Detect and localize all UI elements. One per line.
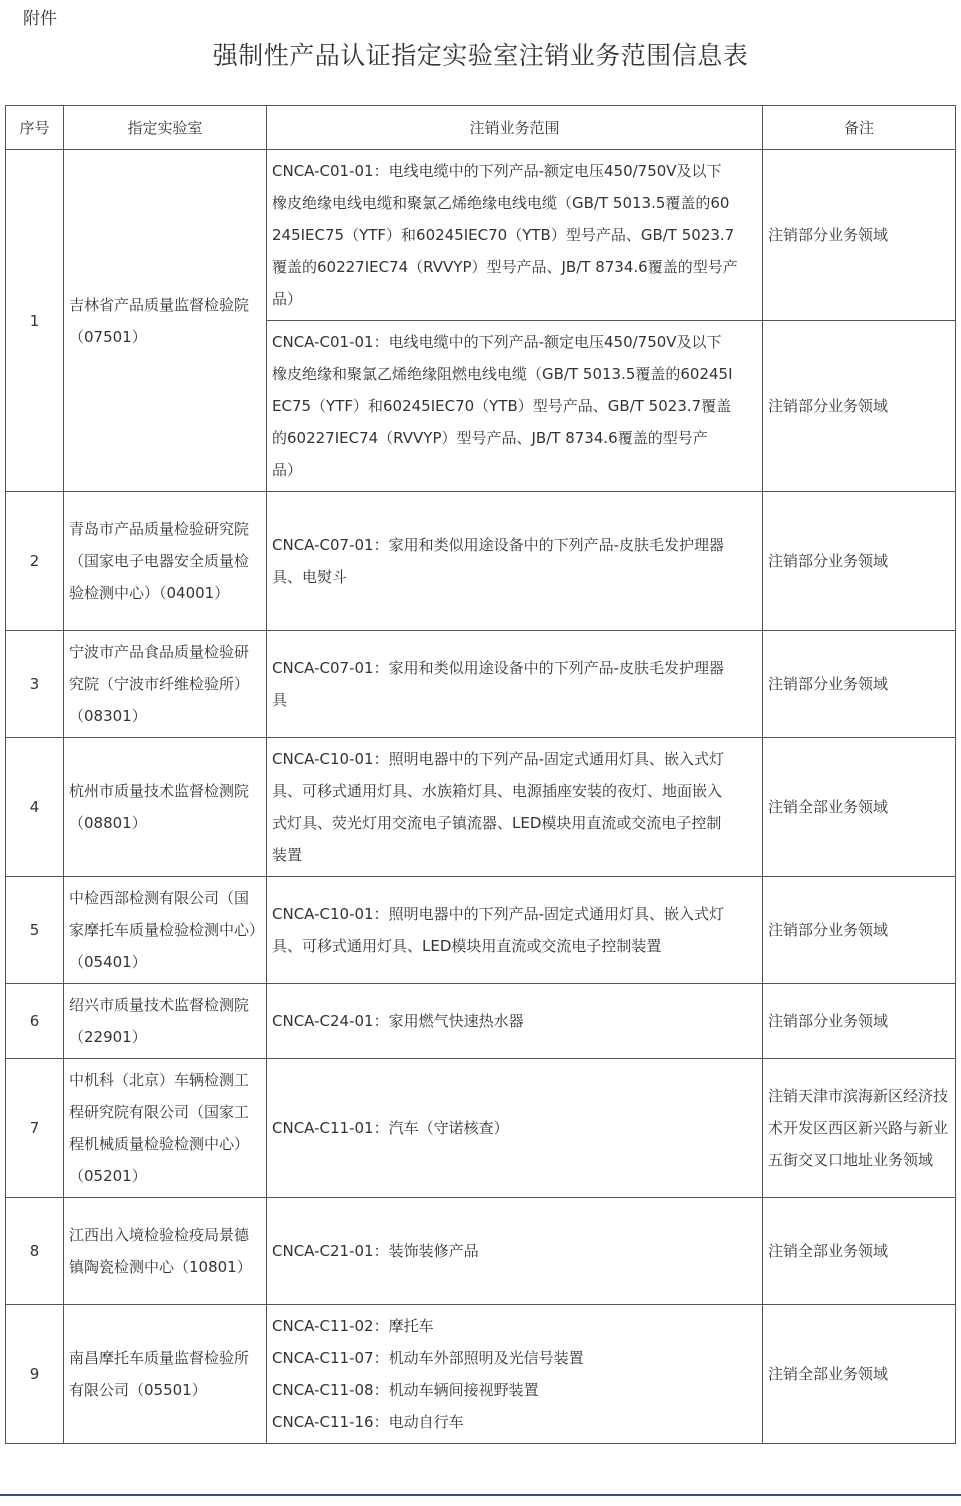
scope-line: 具	[272, 691, 288, 709]
row-seq: 2	[6, 492, 64, 631]
row-remark: 注销天津市滨海新区经济技术开发区西区新兴路与新业五街交叉口地址业务领域	[763, 1059, 956, 1198]
table-row	[6, 492, 956, 631]
row-seq: 6	[6, 984, 64, 1059]
row-scope	[267, 492, 763, 631]
scope-line: 品）	[272, 290, 303, 308]
row-scope	[267, 877, 763, 984]
scope-line: CNCA-C11-16：电动自行车	[272, 1413, 464, 1431]
row-lab-name: 绍兴市质量技术监督检测院（22901）	[64, 984, 267, 1059]
row-seq: 4	[6, 738, 64, 877]
table-body	[6, 150, 956, 1444]
document-title: 强制性产品认证指定实验室注销业务范围信息表	[212, 41, 749, 70]
row-scope	[267, 631, 763, 738]
lab-cancellation-table	[5, 105, 956, 1444]
row-lab-name: 吉林省产品质量监督检验院（07501）	[64, 150, 267, 492]
bottom-divider	[0, 1494, 961, 1496]
row-scope	[267, 1305, 763, 1444]
scope-line: 具、可移式通用灯具、水族箱灯具、电源插座安装的夜灯、地面嵌入	[272, 782, 723, 800]
header-scope: 注销业务范围	[267, 106, 763, 150]
row-scope	[267, 1059, 763, 1198]
row-lab-name: 南昌摩托车质量监督检验所有限公司（05501）	[64, 1305, 267, 1444]
scope-line: CNCA-C10-01：照明电器中的下列产品-固定式通用灯具、嵌入式灯	[272, 905, 724, 923]
table-row	[6, 877, 956, 984]
row-remark: 注销部分业务领域	[763, 150, 956, 321]
header-remark: 备注	[763, 106, 956, 150]
row-seq: 9	[6, 1305, 64, 1444]
row-lab-name: 江西出入境检验检疫局景德镇陶瓷检测中心（10801）	[64, 1198, 267, 1305]
row-seq: 3	[6, 631, 64, 738]
table-row	[6, 738, 956, 877]
row-remark: 注销全部业务领域	[763, 1198, 956, 1305]
row-scope	[267, 321, 763, 492]
row-lab-name: 杭州市质量技术监督检测院（08801）	[64, 738, 267, 877]
table-row	[6, 1059, 956, 1198]
scope-line: CNCA-C01-01：电线电缆中的下列产品-额定电压450/750V及以下	[272, 333, 722, 351]
row-seq: 7	[6, 1059, 64, 1198]
row-remark: 注销全部业务领域	[763, 738, 956, 877]
row-remark: 注销部分业务领域	[763, 631, 956, 738]
scope-line: 具、可移式通用灯具、LED模块用直流或交流电子控制装置	[272, 937, 662, 955]
row-seq: 5	[6, 877, 64, 984]
scope-line: CNCA-C01-01：电线电缆中的下列产品-额定电压450/750V及以下	[272, 162, 722, 180]
table-row	[6, 150, 956, 321]
scope-line: CNCA-C11-07：机动车外部照明及光信号装置	[272, 1349, 584, 1367]
scope-line: 具、电熨斗	[272, 568, 348, 586]
row-lab-name: 青岛市产品质量检验研究院（国家电子电器安全质量检验检测中心）（04001）	[64, 492, 267, 631]
row-scope	[267, 984, 763, 1059]
row-scope	[267, 1198, 763, 1305]
scope-line: 橡皮绝缘和聚氯乙烯绝缘阻燃电线电缆（GB/T 5013.5覆盖的60245I	[272, 365, 733, 383]
row-scope	[267, 150, 763, 321]
scope-line: 式灯具、荧光灯用交流电子镇流器、LED模块用直流或交流电子控制	[272, 814, 722, 832]
scope-line: CNCA-C21-01：装饰装修产品	[272, 1242, 479, 1260]
row-seq: 8	[6, 1198, 64, 1305]
scope-line: CNCA-C24-01：家用燃气快速热水器	[272, 1012, 524, 1030]
row-lab-name: 中机科（北京）车辆检测工程研究院有限公司（国家工程机械质量检验检测中心）（05201）	[64, 1059, 267, 1198]
scope-line: CNCA-C10-01：照明电器中的下列产品-固定式通用灯具、嵌入式灯	[272, 750, 724, 768]
scope-line: 橡皮绝缘电线电缆和聚氯乙烯绝缘电线电缆（GB/T 5013.5覆盖的60	[272, 194, 730, 212]
scope-line: CNCA-C11-08：机动车辆间接视野装置	[272, 1381, 539, 1399]
table-row	[6, 984, 956, 1059]
row-scope	[267, 738, 763, 877]
row-remark: 注销部分业务领域	[763, 492, 956, 631]
scope-line: 245IEC75（YTF）和60245IEC70（YTB）型号产品、GB/T 5023.7	[272, 226, 735, 244]
attachment-label: 附件	[23, 9, 57, 29]
row-remark: 注销部分业务领域	[763, 877, 956, 984]
row-remark: 注销全部业务领域	[763, 1305, 956, 1444]
scope-line: CNCA-C11-02：摩托车	[272, 1317, 434, 1335]
scope-line: CNCA-C07-01：家用和类似用途设备中的下列产品-皮肤毛发护理器	[272, 659, 724, 677]
header-seq: 序号	[6, 106, 64, 150]
table-row	[6, 1305, 956, 1444]
table-header-row	[6, 106, 956, 150]
scope-line: 的60227IEC74（RVVYP）型号产品、JB/T 8734.6覆盖的型号产	[272, 429, 708, 447]
scope-line: CNCA-C07-01：家用和类似用途设备中的下列产品-皮肤毛发护理器	[272, 536, 724, 554]
table-row	[6, 1198, 956, 1305]
scope-line: 覆盖的60227IEC74（RVVYP）型号产品、JB/T 8734.6覆盖的型号产	[272, 258, 738, 276]
row-seq: 1	[6, 150, 64, 492]
table-row	[6, 631, 956, 738]
scope-line: CNCA-C11-01：汽车（守诺核查）	[272, 1119, 509, 1137]
scope-line: 品）	[272, 461, 303, 479]
row-remark: 注销部分业务领域	[763, 321, 956, 492]
row-lab-name: 宁波市产品食品质量检验研究院（宁波市纤维检验所）（08301）	[64, 631, 267, 738]
header-lab: 指定实验室	[64, 106, 267, 150]
row-lab-name: 中检西部检测有限公司（国家摩托车质量检验检测中心）（05401）	[64, 877, 267, 984]
scope-line: EC75（YTF）和60245IEC70（YTB）型号产品、GB/T 5023.7覆盖	[272, 397, 732, 415]
scope-line: 装置	[272, 846, 303, 864]
row-remark: 注销部分业务领域	[763, 984, 956, 1059]
